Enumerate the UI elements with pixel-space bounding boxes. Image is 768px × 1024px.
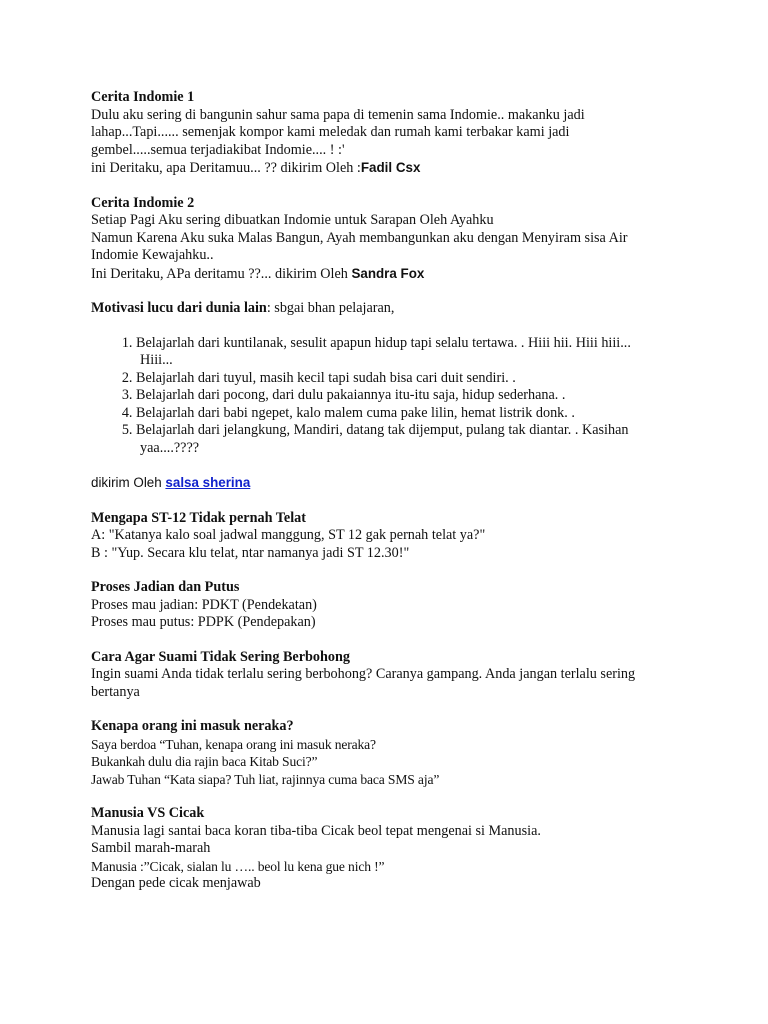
- section-proses-jadian: [91, 579, 691, 632]
- section-title: Cerita Indomie 1: [91, 89, 195, 105]
- section-title: Motivasi lucu dari dunia lain: [91, 300, 267, 316]
- body-line: [91, 159, 691, 178]
- list-item: [136, 370, 691, 388]
- body-line: Setiap Pagi Aku sering dibuatkan Indomie untuk Sarapan Oleh Ayahku: [91, 212, 494, 228]
- body-line: Namun Karena Aku suka Malas Bangun, Ayah membangunkan aku dengan Menyiram sisa Air: [91, 229, 628, 246]
- body-line: [91, 265, 691, 284]
- list-item-text-cont: Hiii...: [140, 352, 173, 368]
- section-title: Cerita Indomie 2: [91, 194, 195, 211]
- body-line: Dulu aku sering di bangunin sahur sama papa di temenin sama Indomie.. makanku jadi: [91, 106, 585, 123]
- body-line: Ingin suami Anda tidak terlalu sering berbohong? Caranya gampang. Anda jangan terlalu sering: [91, 666, 636, 682]
- body-line: A: "Katanya kalo soal jadwal manggung, ST 12 gak pernah telat ya?": [91, 527, 486, 543]
- body-line: Proses mau jadian: PDKT (Pendekatan): [91, 596, 317, 613]
- section-title: Kenapa orang ini masuk neraka?: [91, 718, 294, 734]
- list-item: [136, 335, 691, 370]
- sender-line: [91, 474, 691, 493]
- list-item: [136, 422, 691, 457]
- body-line: Jawab Tuhan “Kata siapa? Tuh liat, rajinnya cuma baca SMS aja”: [91, 771, 440, 787]
- list-item-text: Belajarlah dari tuyul, masih kecil tapi sudah bisa cari duit sendiri. .: [136, 369, 516, 386]
- sender-text: ini Deritaku, apa Deritamuu... ?? dikirim Oleh :: [91, 160, 361, 176]
- sender-text: Ini Deritaku, APa deritamu ??... dikirim Oleh: [91, 265, 352, 282]
- list-item-text: Belajarlah dari kuntilanak, sesulit apapun hidup tapi selalu tertawa. . Hiii hii. Hiii hiii...: [136, 334, 631, 351]
- section-cara-agar-suami: [91, 649, 691, 702]
- section-heading-line: [91, 300, 691, 318]
- document-page: [91, 89, 691, 910]
- list-item: [136, 387, 691, 405]
- list-item: [136, 405, 691, 423]
- section-motivasi: [91, 300, 691, 493]
- body-line: lahap...Tapi...... semenjak kompor kami meledak dan rumah kami terbakar kami jadi: [91, 124, 570, 140]
- body-line: Proses mau putus: PDPK (Pendepakan): [91, 614, 316, 630]
- section-title: Manusia VS Cicak: [91, 805, 205, 821]
- sender-link[interactable]: salsa sherina: [165, 475, 251, 490]
- section-st12: [91, 510, 691, 563]
- section-title: Proses Jadian dan Putus: [91, 579, 240, 595]
- body-line: Sambil marah-marah: [91, 840, 211, 856]
- body-line: Bukankah dulu dia rajin baca Kitab Suci?”: [91, 754, 318, 769]
- body-line: Indomie Kewajahku..: [91, 247, 214, 263]
- motivation-list: [91, 335, 691, 458]
- author-name: Sandra Fox: [351, 265, 425, 281]
- section-kenapa-neraka: [91, 718, 691, 788]
- body-line: Manusia lagi santai baca koran tiba-tiba Cicak beol tepat mengenai si Manusia.: [91, 822, 541, 839]
- body-line: Saya berdoa “Tuhan, kenapa orang ini masuk neraka?: [91, 736, 376, 752]
- section-subtitle: : sbgai bhan pelajaran,: [266, 300, 395, 316]
- section-cerita-indomie-2: [91, 195, 691, 284]
- section-title: Cara Agar Suami Tidak Sering Berbohong: [91, 648, 350, 665]
- body-line: B : "Yup. Secara klu telat, ntar namanya jadi ST 12.30!": [91, 544, 410, 561]
- section-cerita-indomie-1: [91, 89, 691, 178]
- sender-prefix: dikirim Oleh: [91, 475, 166, 490]
- section-title: Mengapa ST-12 Tidak pernah Telat: [91, 509, 306, 526]
- list-item-text: Belajarlah dari jelangkung, Mandiri, datang tak dijemput, pulang tak diantar. . Kasihan: [136, 422, 629, 438]
- list-item-text-cont: yaa....????: [140, 439, 200, 456]
- body-line: Dengan pede cicak menjawab: [91, 875, 261, 891]
- section-manusia-vs-cicak: [91, 805, 691, 893]
- list-item-text: Belajarlah dari pocong, dari dulu pakaiannya itu-itu saja, hidup sederhana. .: [136, 387, 566, 403]
- author-name: Fadil Csx: [360, 160, 421, 175]
- body-line: bertanya: [91, 683, 140, 700]
- body-line: gembel.....semua terjadiakibat Indomie.... ! :': [91, 141, 345, 158]
- body-line: Manusia :”Cicak, sialan lu ….. beol lu kena gue nich !”: [91, 858, 385, 874]
- list-item-text: Belajarlah dari babi ngepet, kalo malem cuma pake lilin, hemat listrik donk. .: [136, 404, 575, 421]
